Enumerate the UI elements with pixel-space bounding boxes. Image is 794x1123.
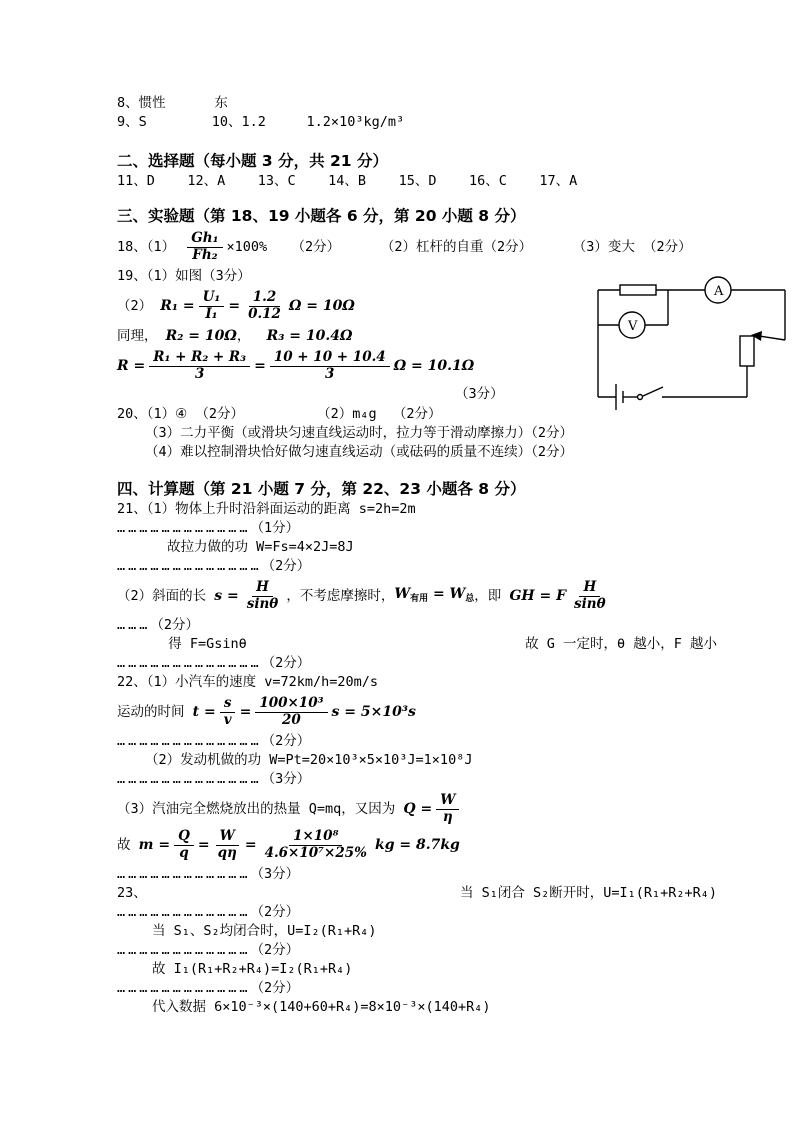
answer-line-q9-10: 9、S 10、1.2 1.2×10³kg/m³ [117, 114, 405, 130]
score-line: …………………………………（3分） [117, 771, 311, 788]
q19-f1-pre: （2） [117, 298, 161, 315]
q18-tail: ×100% （2分） （2）杠杆的自重（2分） （3）变大 （2分） [226, 239, 692, 256]
formula-q19-r2-r3: 同理， R₂ = 10Ω ， R₃ = 10.4Ω [117, 328, 353, 345]
q23-case1: 当 S₁闭合 S₂断开时，U=I₁(R₁+R₂+R₄) [459, 885, 717, 902]
answer-line-q23-open: 23、 当 S₁闭合 S₂断开时，U=I₁(R₁+R₂+R₄) [117, 885, 717, 902]
score-line: …………………………………（2分） [117, 733, 311, 750]
q18-fraction: $\frac{\text{Gh₁}}{\text{Fh₂}}$ [187, 231, 222, 263]
answer-line-q23-substitute: 代入数据 6×10⁻³×(140+60+R₄)=8×10⁻³×(140+R₄) [152, 999, 491, 1016]
note-g-constant: 故 G 一定时，θ 越小，F 越小 [525, 636, 717, 653]
ammeter-label: A [714, 284, 724, 299]
section-heading-multiple-choice: 二、选择题（每小题 3 分，共 21 分） [117, 152, 388, 170]
answer-line-q20-3: （3）二力平衡（或滑块匀速直线运动时，拉力等于滑动摩擦力）（2分） [145, 425, 574, 442]
score-line: …………………………………（2分） [117, 558, 311, 575]
formula-q19-r-average: R = $\frac{\text{R₁ + R₂ + R₃}}{3}$ = $\frac{10 + 10 + 10.4}{3}$ Ω = 10.1Ω [117, 349, 475, 382]
formula-q19-r1: （2） R₁ = $\frac{\text{U₁}}{\text{I₁}}$ = $\frac{1.2}{0.12}$ Ω = 10Ω [117, 289, 355, 322]
score-line: ………………………………（3分） [117, 866, 300, 883]
answer-line-q21-1: 21、（1）物体上升时沿斜面运动的距离 s=2h=2m [117, 501, 416, 518]
answer-line-q20-1: 20、（1）④ （2分） （2）m₄g （2分） [117, 406, 442, 423]
answer-line-q21-work: 故拉力做的功 W=Fs=4×2J=8J [167, 539, 354, 556]
score-q19-2: （3分） [455, 386, 504, 403]
formula-q22-heat: （3）汽油完全燃烧放出的热量 Q=mq，又因为 Q = $\frac{W}{\eta}$ [117, 793, 737, 825]
switch-blade [643, 387, 663, 396]
circuit-diagram [585, 266, 794, 418]
score-line: ………………………………（2分） [117, 942, 300, 959]
answer-line-q23-closed: 当 S₁、S₂均闭合时，U=I₂(R₁+R₄) [152, 923, 377, 940]
section-heading-experiment: 三、实验题（第 18、19 小题各 6 分，第 20 小题 8 分） [117, 207, 526, 225]
answer-line-q22-2: （2）发动机做的功 W=Pt=20×10³×5×10³J=1×10⁸J [145, 752, 473, 769]
switch-pivot [638, 395, 643, 400]
q18-prefix: 18、（1） [117, 239, 184, 256]
score-line: ………………………………（2分） [117, 904, 300, 921]
rheostat-symbol [740, 336, 754, 366]
answer-line-q23-equation: 故 I₁(R₁+R₂+R₄)=I₂(R₁+R₄) [152, 961, 353, 978]
score-line: ………………………………（2分） [117, 980, 300, 997]
answer-line-q21-fgsin: 得 F=Gsinθ 故 G 一定时，θ 越小，F 越小 [152, 636, 717, 653]
answer-key-content [117, 94, 737, 1017]
answer-line-q19-1: 19、（1）如图（3分） [117, 268, 251, 285]
formula-q21-incline: （2）斜面的长 s = $\frac{H}{\sin\theta}$ ，不考虑摩擦时， $W_{有用} = W_总$ ，即 GH = F $\frac{H}{\sin\theta}$ [117, 579, 606, 612]
voltmeter-label: V [628, 319, 638, 334]
answer-line-q22-1: 22、（1）小汽车的速度 v=72km/h=20m/s [117, 674, 379, 691]
score-line: ………（2分） [117, 617, 200, 634]
formula-q22-mass: 故 m = $\frac{Q}{q}$ = $\frac{W}{q\eta}$ = $\frac{\text{1×10⁸}}{\text{4.6×10⁷×25\%}}$ kg = 8.7kg [117, 828, 460, 861]
resistor-symbol [620, 285, 656, 295]
score-line: ………………………………（1分） [117, 520, 300, 537]
answer-line-q8: 8、惯性 东 [117, 95, 228, 111]
answer-line-q20-4: （4）难以控制滑块恰好做匀速直线运动（或砝码的质量不连续）（2分） [145, 444, 574, 461]
section-heading-calculation: 四、计算题（第 21 小题 7 分，第 22、23 小题各 8 分） [117, 480, 526, 499]
formula-q22-time: 运动的时间 t = $\frac{s}{v}$ = $\frac{\text{100×10³}}{20}$ s = 5×10³s [117, 695, 416, 728]
answer-line-q18 [117, 231, 737, 263]
answer-line-q11-17: 11、D 12、A 13、C 14、B 15、D 16、C 17、A [117, 173, 578, 189]
score-line: …………………………………（2分） [117, 655, 311, 672]
